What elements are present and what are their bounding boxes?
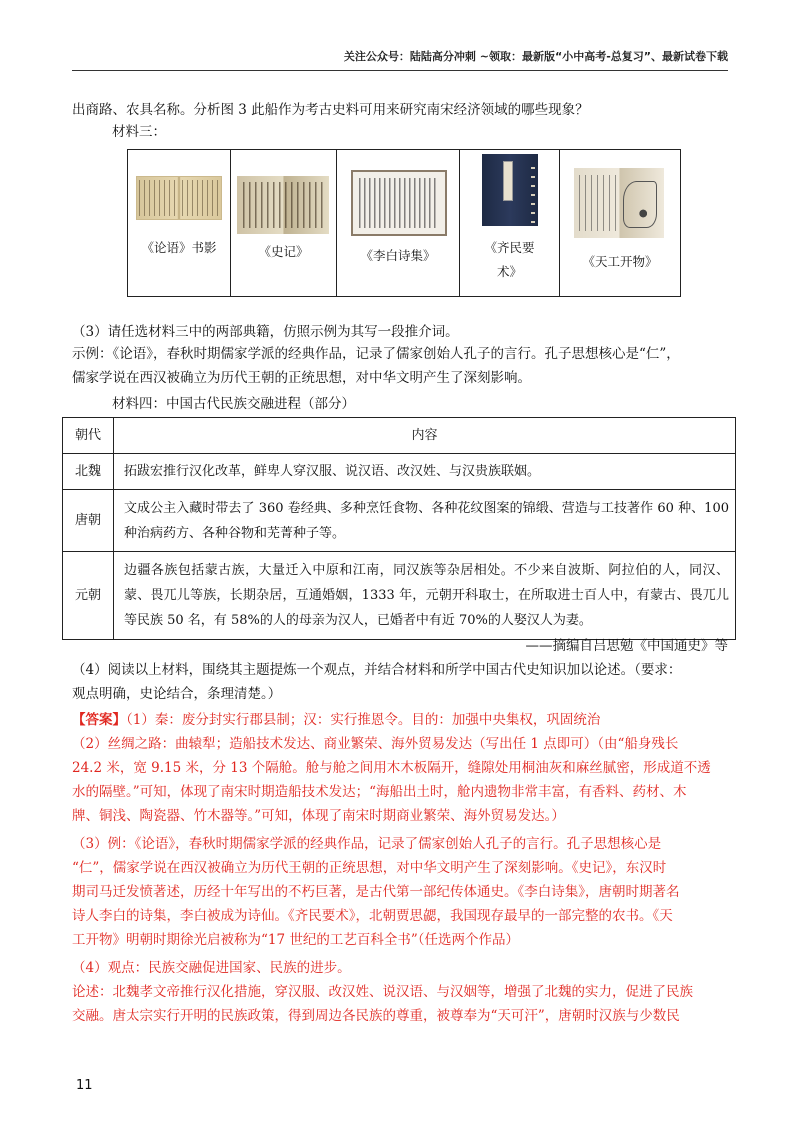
book-caption: 《齐民要 xyxy=(484,240,535,255)
book-cell-qimin xyxy=(460,150,560,296)
book-page-icon xyxy=(237,176,329,234)
book-cell-libai xyxy=(337,150,460,296)
answer-line: 牌、铜浅、陶瓷器、竹木器等。”可知，体现了南宋时期商业繁荣、海外贸易发达。） xyxy=(72,808,565,824)
table-header-dynasty: 朝代 xyxy=(63,418,114,454)
content-cell: 边疆各族包括蒙古族，大量迁入中原和江南，同汉族等杂居相处。不少来自波斯、阿拉伯的人，同汉、蒙、畏兀儿等族，长期杂居，互通婚姻，1333 年，元朝开科取士，在所取进士百人中，有蒙古、畏兀儿等民族 50 名，有 58%的人的母亲为汉人，已婚者中有近 70%的人娶汉人为妻。 xyxy=(114,552,736,640)
question-intro: 出商路、农具名称。分析图 3 此船作为考古史料可用来研究南宋经济领域的哪些现象？ xyxy=(72,102,589,118)
table-row xyxy=(63,552,736,640)
answer-line: （2）丝绸之路：曲辕犁；造船技术发达、商业繁荣、海外贸易发达（写出任 1 点即可）（由“船身残长 xyxy=(72,736,679,752)
material4-title: 材料四：中国古代民族交融进程（部分） xyxy=(112,396,355,412)
answer-line: 水的隔壁。”可知，体现了南宋时期造船技术发达；“海船出土时，舱内遗物非常丰富，有香料、药材、木 xyxy=(72,784,687,800)
book-caption: 《史记》 xyxy=(258,244,309,259)
answer-tag: 【答案】 xyxy=(72,712,126,728)
answer-line: 诗人李白的诗集，李白被成为诗仙。《齐民要术》，北朝贾思勰，我国现存最早的一部完整的农书。《天 xyxy=(72,908,673,924)
material4-table xyxy=(62,417,736,640)
table-header-row xyxy=(63,418,736,454)
content-cell: 拓跋宏推行汉化改革，鲜卑人穿汉服、说汉语、改汉姓、与汉贵族联姻。 xyxy=(114,454,736,490)
q4-prompt-line: （4）阅读以上材料，围绕其主题提炼一个观点，并结合材料和所学中国古代史知识加以论述。（要求： xyxy=(72,662,682,678)
page-header: 关注公众号：陆陆高分冲刺 ~领取：最新版“小中高考-总复习”、最新试卷下载 xyxy=(343,50,728,63)
book-caption: 术》 xyxy=(496,264,522,279)
q3-example-line: 儒家学说在西汉被确立为历代王朝的正统思想，对中华文明产生了深刻影响。 xyxy=(72,370,531,386)
book-illustration-icon xyxy=(574,168,664,238)
book-page-icon xyxy=(351,170,447,236)
book-caption: 《论语》书影 xyxy=(141,240,217,255)
answer-line: “仁”，儒家学说在西汉被确立为历代王朝的正统思想，对中华文明产生了深刻影响。《史记》，东汉时 xyxy=(72,860,667,876)
material3-title: 材料三： xyxy=(112,124,166,140)
book-caption: 《李白诗集》 xyxy=(360,248,436,263)
answer-text: （1）秦：废分封实行郡县制；汉：实行推恩令。目的：加强中央集权，巩固统治 xyxy=(126,712,601,728)
content-cell: 文成公主入藏时带去了 360 卷经典、多种烹饪食物、各种花纹图案的锦缎、营造与工技著作 60 种、100 种治病药方、各种谷物和芜菁种子等。 xyxy=(114,490,736,552)
dynasty-cell: 北魏 xyxy=(63,454,114,490)
answer-line xyxy=(72,710,728,730)
book-cell-tiangong xyxy=(560,150,680,296)
book-caption: 《天工开物》 xyxy=(582,254,658,269)
table-header-content: 内容 xyxy=(114,418,736,454)
table-row xyxy=(63,490,736,552)
answer-line: 论述：北魏孝文帝推行汉化措施，穿汉服、改汉姓、说汉语、与汉姻等，增强了北魏的实力，促进了民族 xyxy=(72,984,693,1000)
answer-line: 工开物》明朝时期徐光启被称为“17 世纪的工艺百科全书”（任选两个作品） xyxy=(72,932,520,948)
answer-line: 24.2 米，宽 9.15 米，分 13 个隔舱。舱与舱之间用木木板隔开，缝隙处用桐油灰和麻丝腻密，形成道不透 xyxy=(72,760,711,776)
book-open-icon xyxy=(136,176,222,220)
material4-source: ——摘编自吕思勉《中国通史》等 xyxy=(525,638,728,654)
q3-prompt: （3）请任选材料三中的两部典籍，仿照示例为其写一段推介词。 xyxy=(72,324,459,340)
table-row xyxy=(63,454,736,490)
answer-line: 交融。唐太宗实行开明的民族政策，得到周边各民族的尊重，被尊奉为“天可汗”，唐朝时汉族与少数民 xyxy=(72,1008,680,1024)
page-number: 11 xyxy=(76,1078,93,1093)
answer-line: （3）例：《论语》，春秋时期儒家学派的经典作品，记录了儒家创始人孔子的言行。孔子思想核心是 xyxy=(72,836,662,852)
material3-figure-panel xyxy=(127,149,681,297)
book-cell-lunyu xyxy=(128,150,231,296)
q3-example-line: 示例：《论语》，春秋时期儒家学派的经典作品，记录了儒家创始人孔子的言行。孔子思想核心是“仁”， xyxy=(72,346,680,362)
q4-prompt-line: 观点明确，史论结合，条理清楚。） xyxy=(72,686,282,702)
dynasty-cell: 元朝 xyxy=(63,552,114,640)
answer-line: （4）观点：民族交融促进国家、民族的进步。 xyxy=(72,960,351,976)
answer-line: 期司马迁发愤著述，历经十年写出的不朽巨著，是古代第一部纪传体通史。《李白诗集》，唐朝时期著名 xyxy=(72,884,680,900)
book-cell-shiji xyxy=(231,150,337,296)
header-divider xyxy=(72,70,728,71)
book-cover-icon xyxy=(482,154,538,226)
dynasty-cell: 唐朝 xyxy=(63,490,114,552)
